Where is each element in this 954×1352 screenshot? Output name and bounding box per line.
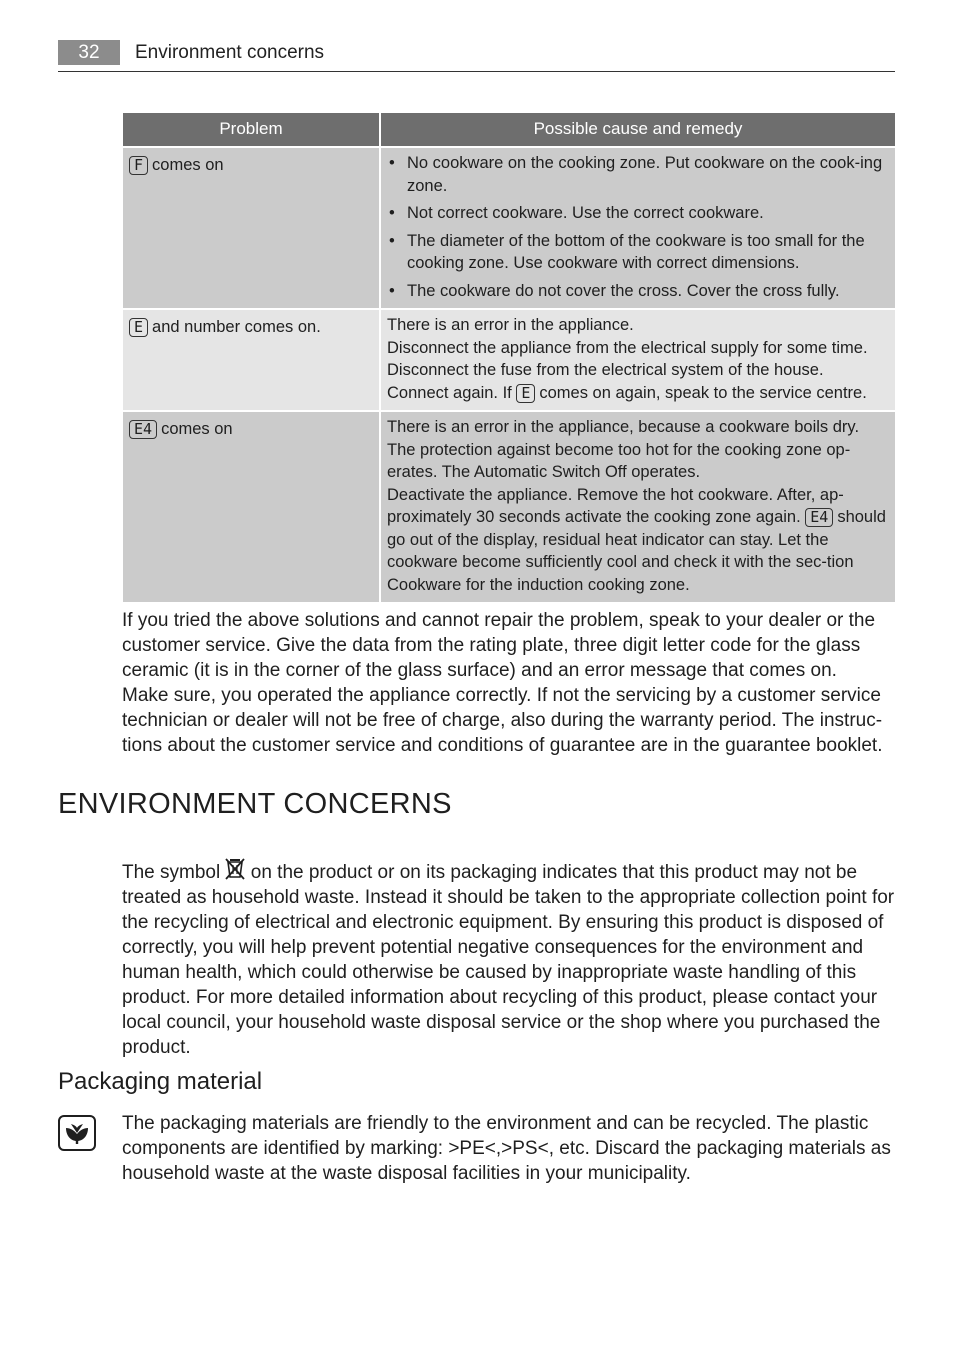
- display-symbol: E: [129, 318, 148, 337]
- problem-text: comes on: [152, 156, 224, 174]
- crossed-bin-icon: [225, 857, 245, 881]
- problem-cell: [122, 147, 380, 309]
- column-header-problem: Problem: [122, 112, 380, 147]
- remedy-list: [387, 152, 889, 302]
- remedy-text: Deactivate the appliance. Remove the hot cookware. After, ap-proximately 30 seconds activate the cooking zone again. E4 should go out of the display, residual heat indicator can stay. Let the cookware become sufficiently cool and check it with the sec-tion Cookware for the induction cooking zone.: [387, 485, 886, 594]
- page-header: [58, 40, 895, 72]
- list-item: • Not correct cookware. Use the correct cookware.: [387, 202, 889, 225]
- column-header-remedy: Possible cause and remedy: [380, 112, 896, 147]
- display-symbol: F: [129, 156, 148, 175]
- remedy-text: There is an error in the appliance.: [387, 316, 634, 334]
- remedy-text: There is an error in the appliance, because a cookware boils dry. The protection against become too hot for the cooking zone op-erates. The Automatic Switch Off operates.: [387, 418, 860, 481]
- problem-text: comes on: [161, 420, 233, 438]
- display-symbol: E4: [805, 508, 833, 527]
- recycle-leaf-icon: [58, 1115, 96, 1151]
- paragraph: Make sure, you operated the appliance correctly. If not the servicing by a customer service technician or dealer will not be free of charge, also during the warranty period. The instruc-tions about the customer service and conditions of guarantee are in the guarantee booklet.: [122, 685, 883, 756]
- problem-text: and number comes on.: [152, 318, 321, 336]
- remedy-cell: [380, 309, 896, 411]
- paragraph: If you tried the above solutions and cannot repair the problem, speak to your dealer or the customer service. Give the data from the rating plate, three digit letter code for the glass ceramic (it is in the corner of the glass surface) and an error message that comes on.: [122, 610, 876, 681]
- remedy-text: Disconnect the appliance from the electrical supply for some time. Disconnect the fuse from the electrical system of the house. Connect again. If E comes on again, speak to the service centre.: [387, 338, 868, 402]
- list-item: • The cookware do not cover the cross. Cover the cross fully.: [387, 280, 889, 303]
- display-symbol: E: [516, 384, 535, 403]
- environment-paragraph: The symbol on the product or on its packaging indicates that this product may not be treated as household waste. Instead it should be taken to the appropriate collection point for the recycling of electrical and electronic equipment. By ensuring this product is disposed of correctly, you will help prevent potential negative consequences for the environment and human health, which could otherwise be caused by inappropriate waste handling of this product. For more detailed information about recycling of this product, please contact your local council, your household waste disposal service or the shop where you purchased the product.: [122, 857, 895, 1060]
- after-table-text: [122, 608, 895, 758]
- packaging-paragraph: The packaging materials are friendly to the environment and can be recycled. The plastic components are identified by marking: >PE<,>PS<, etc. Discard the packaging materials as household waste at the waste disposal facilities in your municipality.: [122, 1113, 891, 1184]
- list-item: • The diameter of the bottom of the cookware is too small for the cooking zone. Use cookware with correct dimensions.: [387, 230, 889, 275]
- section-heading: ENVIRONMENT CONCERNS: [58, 788, 452, 820]
- subsection-heading: Packaging material: [58, 1068, 263, 1095]
- remedy-cell: [380, 147, 896, 309]
- table-row: [122, 411, 896, 603]
- page-number: 32: [58, 40, 120, 65]
- problem-cell: [122, 411, 380, 603]
- header-title: Environment concerns: [135, 42, 325, 63]
- table-row: [122, 147, 896, 309]
- table-row: [122, 309, 896, 411]
- troubleshooting-table: [121, 111, 897, 604]
- list-item: • No cookware on the cooking zone. Put cookware on the cook-ing zone.: [387, 152, 889, 197]
- remedy-cell: [380, 411, 896, 603]
- problem-cell: [122, 309, 380, 411]
- display-symbol: E4: [129, 420, 157, 439]
